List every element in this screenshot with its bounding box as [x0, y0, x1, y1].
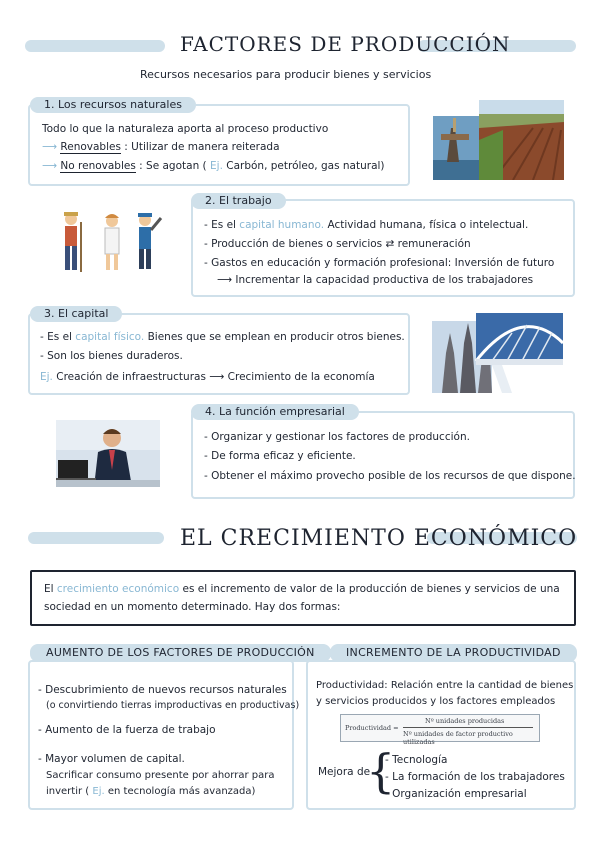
text-fragment: Bienes que se emplean en producir otros bienes. [147, 331, 405, 343]
card-left-line-1b: (o convirtiendo tierras improductivas en productivas) [46, 700, 300, 711]
section-1-line-2 [42, 141, 280, 153]
text-fragment: en tecnología más avanzada) [107, 786, 256, 797]
card-left-line-1: - Descubrimiento de nuevos recursos naturales [38, 684, 287, 696]
renewables-text: : Utilizar de manera reiterada [124, 141, 280, 153]
text-fragment: Creación de infraestructuras ⟶ Crecimiento de la economía [56, 371, 375, 383]
section-1-line-1: Todo lo que la naturaleza aporta al proceso productivo [42, 123, 329, 135]
formula-numerator: Nº unidades producidas [425, 717, 505, 725]
example-marker: Ej. [92, 786, 105, 797]
page-subtitle: Recursos necesarios para producir bienes y servicios [140, 68, 432, 81]
entrepreneur-image [56, 420, 160, 487]
growth-term: crecimiento económico [56, 583, 180, 595]
section-4-line-2: - De forma eficaz y eficiente. [204, 450, 356, 462]
card-left-line-3c [46, 786, 255, 797]
formula-denominator: Nº unidades de factor productivo utilizadas [403, 730, 513, 746]
section-1-line-3 [42, 160, 385, 172]
section-2-line-1 [204, 219, 528, 231]
renewables-label: Renovables [60, 141, 121, 153]
section-title-growth: EL CRECIMIENTO ECONÓMICO [180, 526, 578, 551]
section-2-tab: 2. El trabajo [191, 193, 286, 209]
section-4-tab: 4. La función empresarial [191, 404, 359, 420]
non-renewables-text: : Se agotan ( [139, 160, 207, 172]
non-renewables-examples: Carbón, petróleo, gas natural) [226, 160, 385, 172]
card-left-line-2: - Aumento de la fuerza de trabajo [38, 724, 216, 736]
improvement-item-1: - Tecnología [385, 754, 448, 766]
text-fragment: - Es el [40, 331, 72, 343]
card-left-tab: AUMENTO DE LOS FACTORES DE PRODUCCIÓN [30, 644, 331, 662]
example-marker: Ej. [210, 160, 223, 172]
human-capital-term: capital humano. [239, 219, 325, 231]
text-fragment: Actividad humana, física o intelectual. [327, 219, 529, 231]
section-4-line-3: - Obtener el máximo provecho posible de los recursos de que dispone. [204, 470, 576, 482]
natural-resources-image [433, 100, 564, 180]
section-3-line-1 [40, 331, 405, 343]
arrow-icon: ⟶ [42, 141, 58, 153]
growth-definition-line-1 [44, 583, 560, 595]
brace-icon: { [366, 744, 396, 798]
improvement-item-3: - Organización empresarial [385, 788, 527, 800]
section-1-tab: 1. Los recursos naturales [30, 97, 196, 113]
improvement-label: Mejora de [318, 766, 371, 778]
text-fragment: invertir ( [46, 786, 90, 797]
section-3-tab: 3. El capital [30, 306, 122, 322]
section-2-line-2: - Producción de bienes o servicios ⇄ remuneración [204, 238, 471, 250]
section-2-line-3: - Gastos en educación y formación profesional: Inversión de futuro [204, 257, 555, 269]
growth-definition-box [30, 570, 576, 626]
section-2-line-4: ⟶ Incrementar la capacidad productiva de los trabajadores [217, 274, 534, 286]
card-right-tab: INCREMENTO DE LA PRODUCTIVIDAD [330, 644, 577, 662]
section-3-line-2: - Son los bienes duraderos. [40, 350, 183, 362]
card-right-line-1: Productividad: Relación entre la cantidad de bienes [316, 680, 574, 691]
arrow-icon: ⟶ [42, 160, 58, 172]
infrastructure-image [432, 313, 563, 393]
productivity-formula [340, 714, 540, 746]
decor-bar-left [25, 40, 165, 52]
section-4-line-1: - Organizar y gestionar los factores de producción. [204, 431, 470, 443]
page-title: FACTORES DE PRODUCCIÓN [180, 32, 511, 56]
physical-capital-term: capital físico. [75, 331, 145, 343]
decor-bar-left-2 [28, 532, 164, 544]
section-3-line-3 [40, 371, 375, 383]
card-right-line-1b: y servicios producidos y los factores empleados [316, 696, 556, 707]
growth-definition-line-2: sociedad en un momento determinado. Hay dos formas: [44, 601, 341, 613]
text-fragment: El [44, 583, 54, 595]
card-left-line-3b: Sacrificar consumo presente por ahorrar para [46, 770, 275, 781]
example-marker: Ej. [40, 371, 53, 383]
non-renewables-label: No renovables [60, 160, 136, 172]
text-fragment: - Es el [204, 219, 236, 231]
formula-fraction-bar [403, 727, 533, 728]
improvement-item-2: - La formación de los trabajadores [385, 771, 565, 783]
card-left-line-3: - Mayor volumen de capital. [38, 753, 185, 765]
formula-lhs: Productividad = [345, 724, 399, 732]
workers-illustration [55, 210, 165, 275]
text-fragment: es el incremento de valor de la producción de bienes y servicios de una [182, 583, 560, 595]
